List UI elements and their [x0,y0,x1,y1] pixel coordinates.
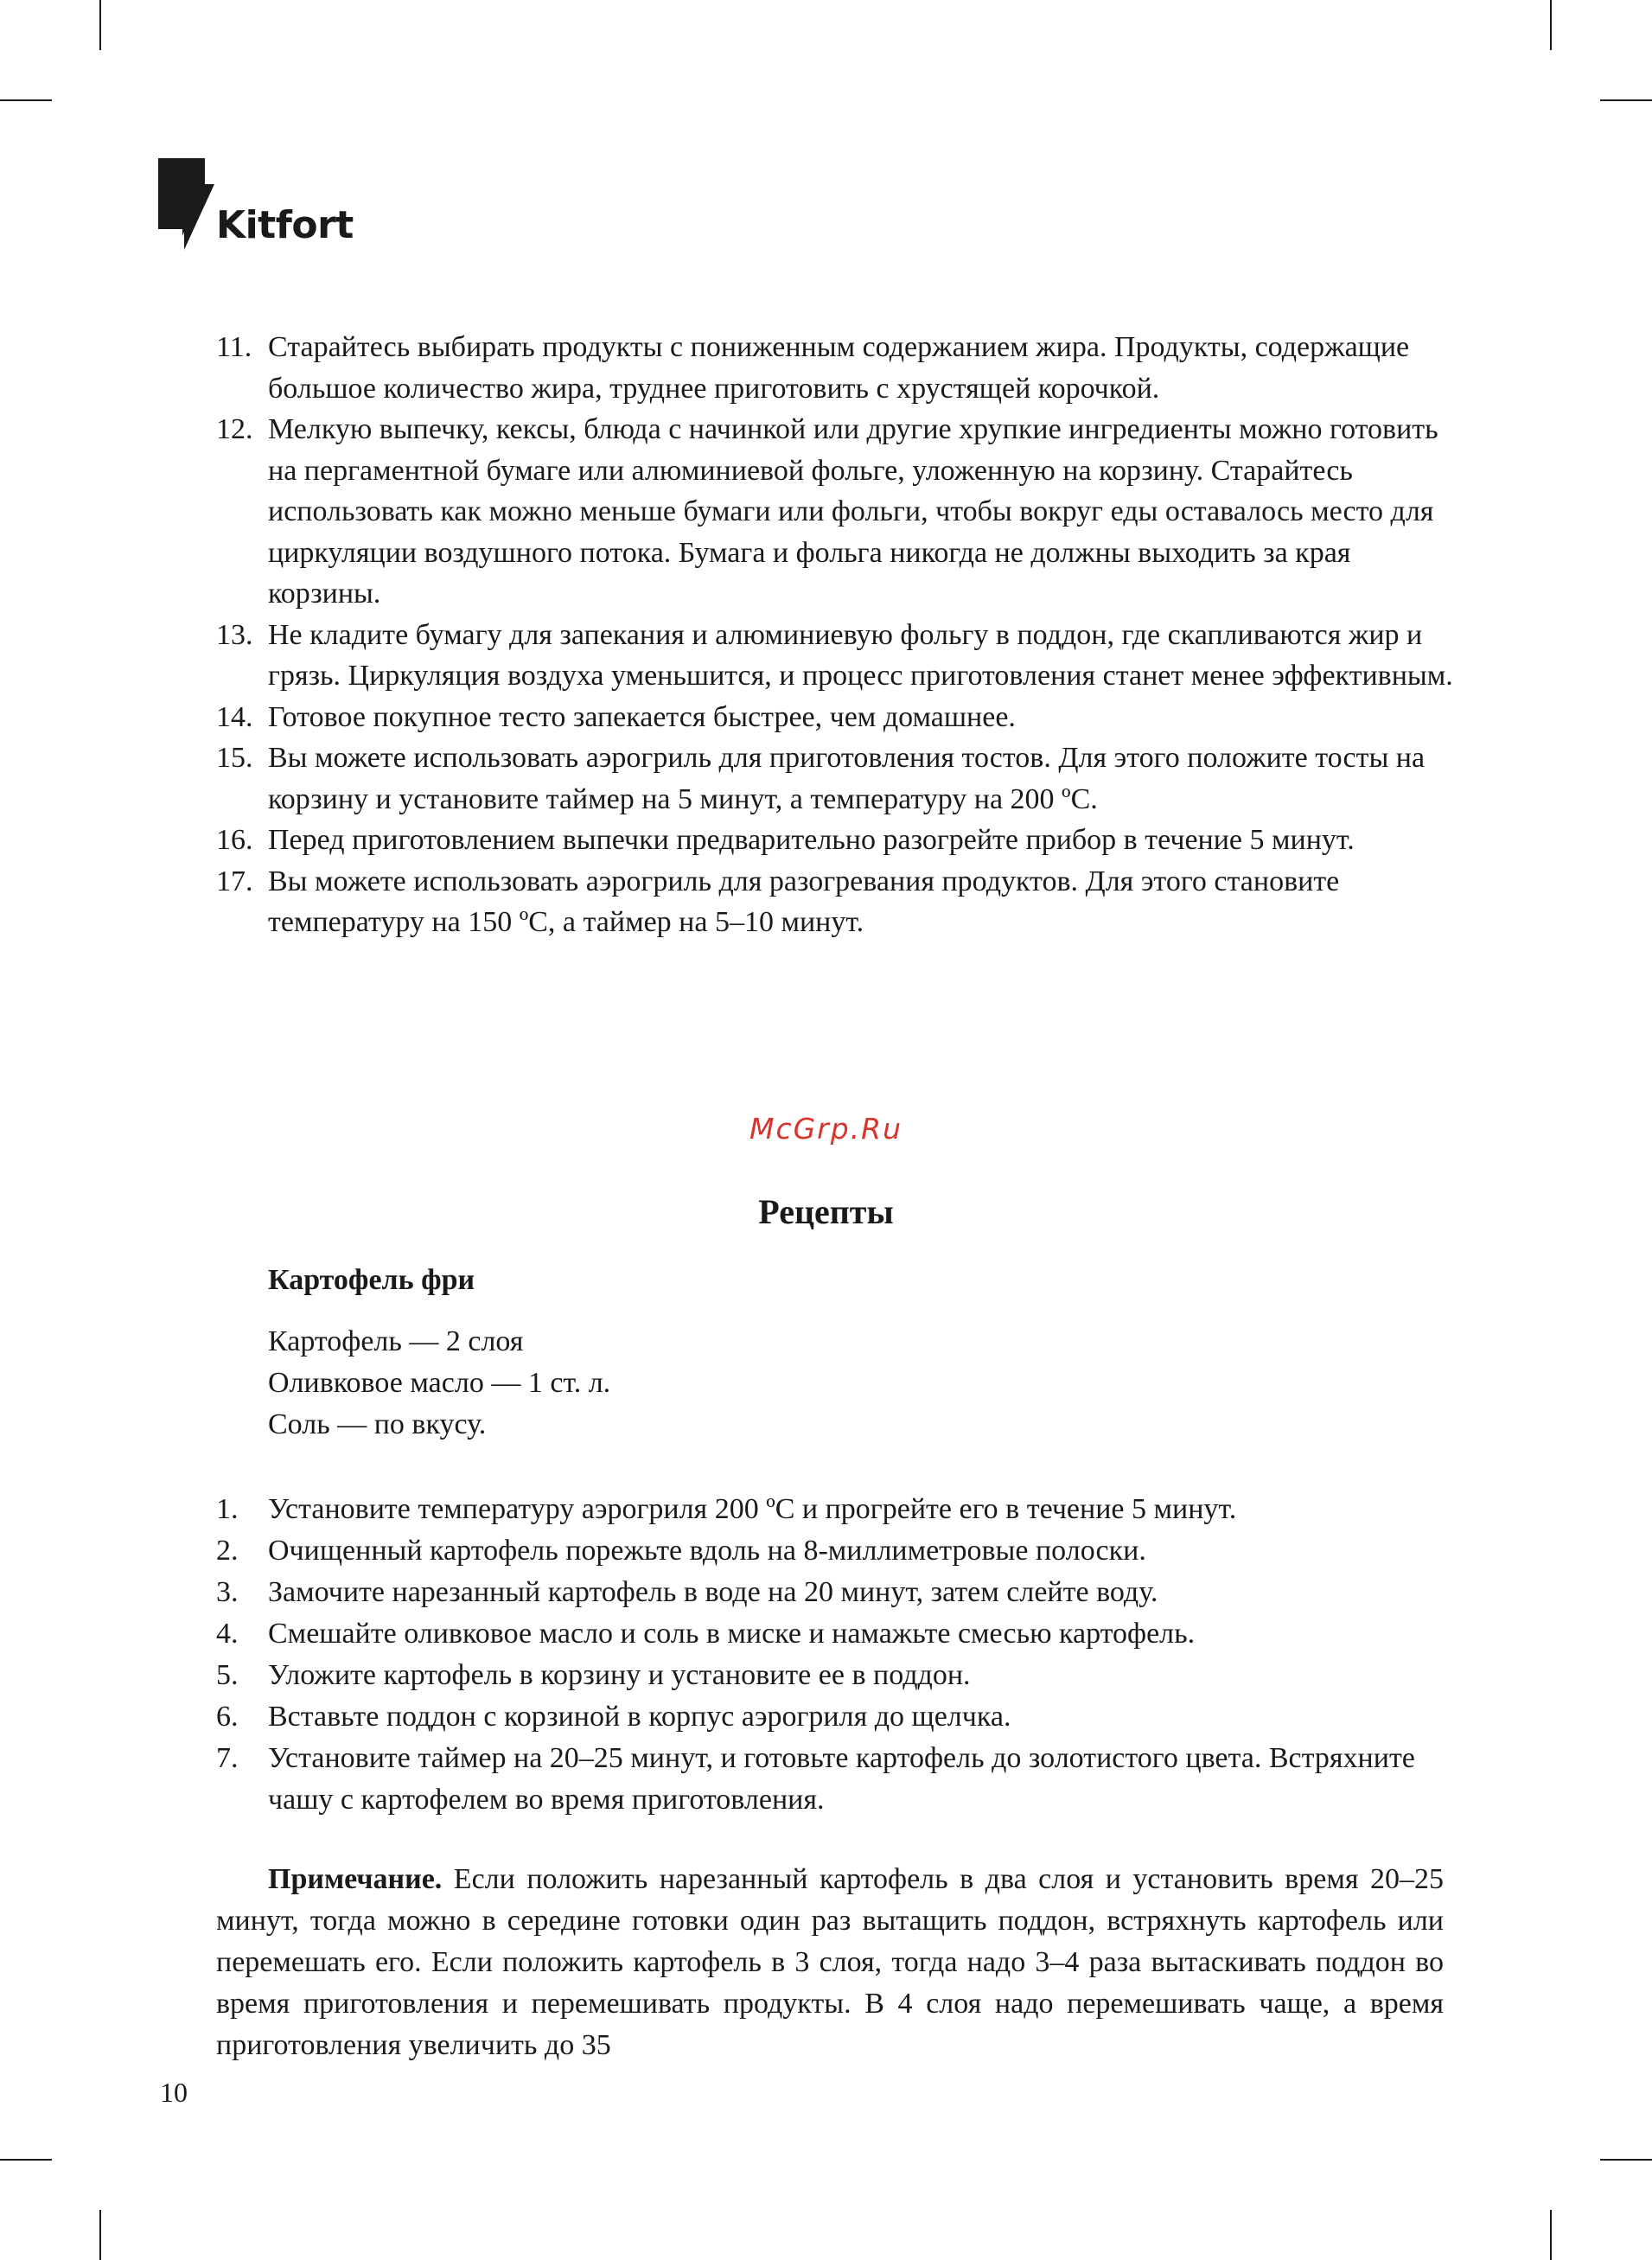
tip-item-number: 15. [216,742,253,774]
crop-mark [99,0,101,50]
step-item-text: Замочите нарезанный картофель в воде на 20 минут, затем слейте воду. [268,1576,1158,1608]
step-item-number: 7. [216,1742,239,1774]
step-item-number: 2. [216,1535,239,1567]
crop-mark [1550,0,1552,50]
step-item-number: 5. [216,1659,239,1691]
crop-mark [1600,99,1652,101]
step-item [216,1572,1461,1613]
tip-item-number: 16. [216,824,253,856]
tip-item-number: 12. [216,413,253,445]
note-paragraph [216,1859,1444,2066]
crop-mark [1600,2159,1652,2161]
tip-item-text: Старайтесь выбирать продукты с пониженным содержанием жира. Продукты, содержащие большое количество жира, труднее приготовить с хрустящей корочкой. [268,331,1410,405]
note-text: Если положить нарезанный картофель в два слоя и установить время 20–25 минут, тогда можно в середине готовки один раз вытащить поддон, встряхнуть картофель или перемешать его. Если положить картофель в 3 слоя, тогда надо 3–4 раза вытаскивать поддон во время приготовления и перемешивать продукты. В 4 слоя надо перемешивать чаще, а время приготовления увеличить до 35 [216,1863,1444,2061]
tip-item [216,737,1461,820]
recipe-title: Картофель фри [268,1264,475,1296]
ingredient-item: Картофель — 2 слоя [268,1325,524,1357]
step-item [216,1696,1461,1738]
step-item-number: 4. [216,1618,239,1650]
tip-item-number: 17. [216,865,253,897]
step-item [216,1738,1461,1821]
kitfort-logo-icon [158,158,224,250]
step-item-number: 6. [216,1701,239,1733]
tips-section [216,327,1461,943]
tip-item [216,861,1461,943]
crop-mark [0,99,52,101]
page-number: 10 [160,2077,188,2108]
tips-list [216,327,1461,943]
tip-item-text: Не кладите бумагу для запекания и алюминиевую фольгу в поддон, где скапливаются жир и грязь. Циркуляция воздуха уменьшится, и процесс приготовления станет менее эффективным. [268,618,1453,692]
step-item-text: Установите температуру аэрогриля 200 ºС и прогрейте его в течение 5 минут. [268,1493,1237,1525]
brand-logo [158,158,366,253]
crop-mark [0,2159,52,2161]
tip-item [216,327,1461,409]
tip-item-number: 14. [216,700,253,733]
step-item [216,1613,1461,1655]
note-label: Примечание. [268,1863,443,1895]
tip-item-text: Мелкую выпечку, кексы, блюда с начинкой или другие хрупкие ингредиенты можно готовить на пергаментной бумаге или алюминиевой фольге, уложенную на корзину. Старайтесь использовать как можно меньше бумаги или фольги, чтобы вокруг еды оставалось место для циркуляции воздушного потока. Бумага и фольга никогда не должны выходить за края корзины. [268,413,1438,610]
ingredient-item: Соль — по вкусу. [268,1408,487,1440]
tip-item-text: Вы можете использовать аэрогриль для приготовления тостов. Для этого положите тосты на корзину и установите таймер на 5 минут, а температуру на 200 ºС. [268,742,1426,815]
step-item-text: Очищенный картофель порежьте вдоль на 8-миллиметровые полоски. [268,1535,1146,1567]
step-item-number: 1. [216,1493,239,1525]
tip-item-text: Вы можете использовать аэрогриль для разогревания продуктов. Для этого становите температуру на 150 ºС, а таймер на 5–10 минут. [268,865,1340,938]
step-item-text: Вставьте поддон с корзиной в корпус аэрогриля до щелчка. [268,1701,1011,1733]
tip-item-number: 11. [216,331,252,363]
step-item [216,1530,1461,1572]
tip-item-text: Готовое покупное тесто запекается быстрее, чем домашнее. [268,700,1016,733]
tip-item [216,615,1461,697]
steps-list [216,1489,1461,1821]
step-item [216,1489,1461,1530]
tip-item-number: 13. [216,618,253,651]
tip-item-text: Перед приготовлением выпечки предварительно разогрейте прибор в течение 5 минут. [268,824,1355,856]
tip-item [216,409,1461,615]
ingredients-list [268,1321,610,1446]
watermark: McGrp.Ru [749,1112,903,1146]
step-item-text: Уложите картофель в корзину и установите ее в поддон. [268,1659,971,1691]
step-item-number: 3. [216,1576,239,1608]
tip-item [216,697,1461,738]
tip-item [216,820,1461,861]
recipe-steps [216,1489,1461,1821]
step-item-text: Смешайте оливковое масло и соль в миске и намажьте смесью картофель. [268,1618,1196,1650]
crop-mark [99,2210,101,2260]
ingredient-item: Оливковое масло — 1 ст. л. [268,1367,611,1399]
step-item-text: Установите таймер на 20–25 минут, и готовьте картофель до золотистого цвета. Встряхните чашу с картофелем во время приготовления. [268,1742,1415,1816]
section-title: Рецепты [758,1192,894,1231]
step-item [216,1655,1461,1696]
crop-mark [1550,2210,1552,2260]
brand-name: Kitfort [216,203,354,247]
